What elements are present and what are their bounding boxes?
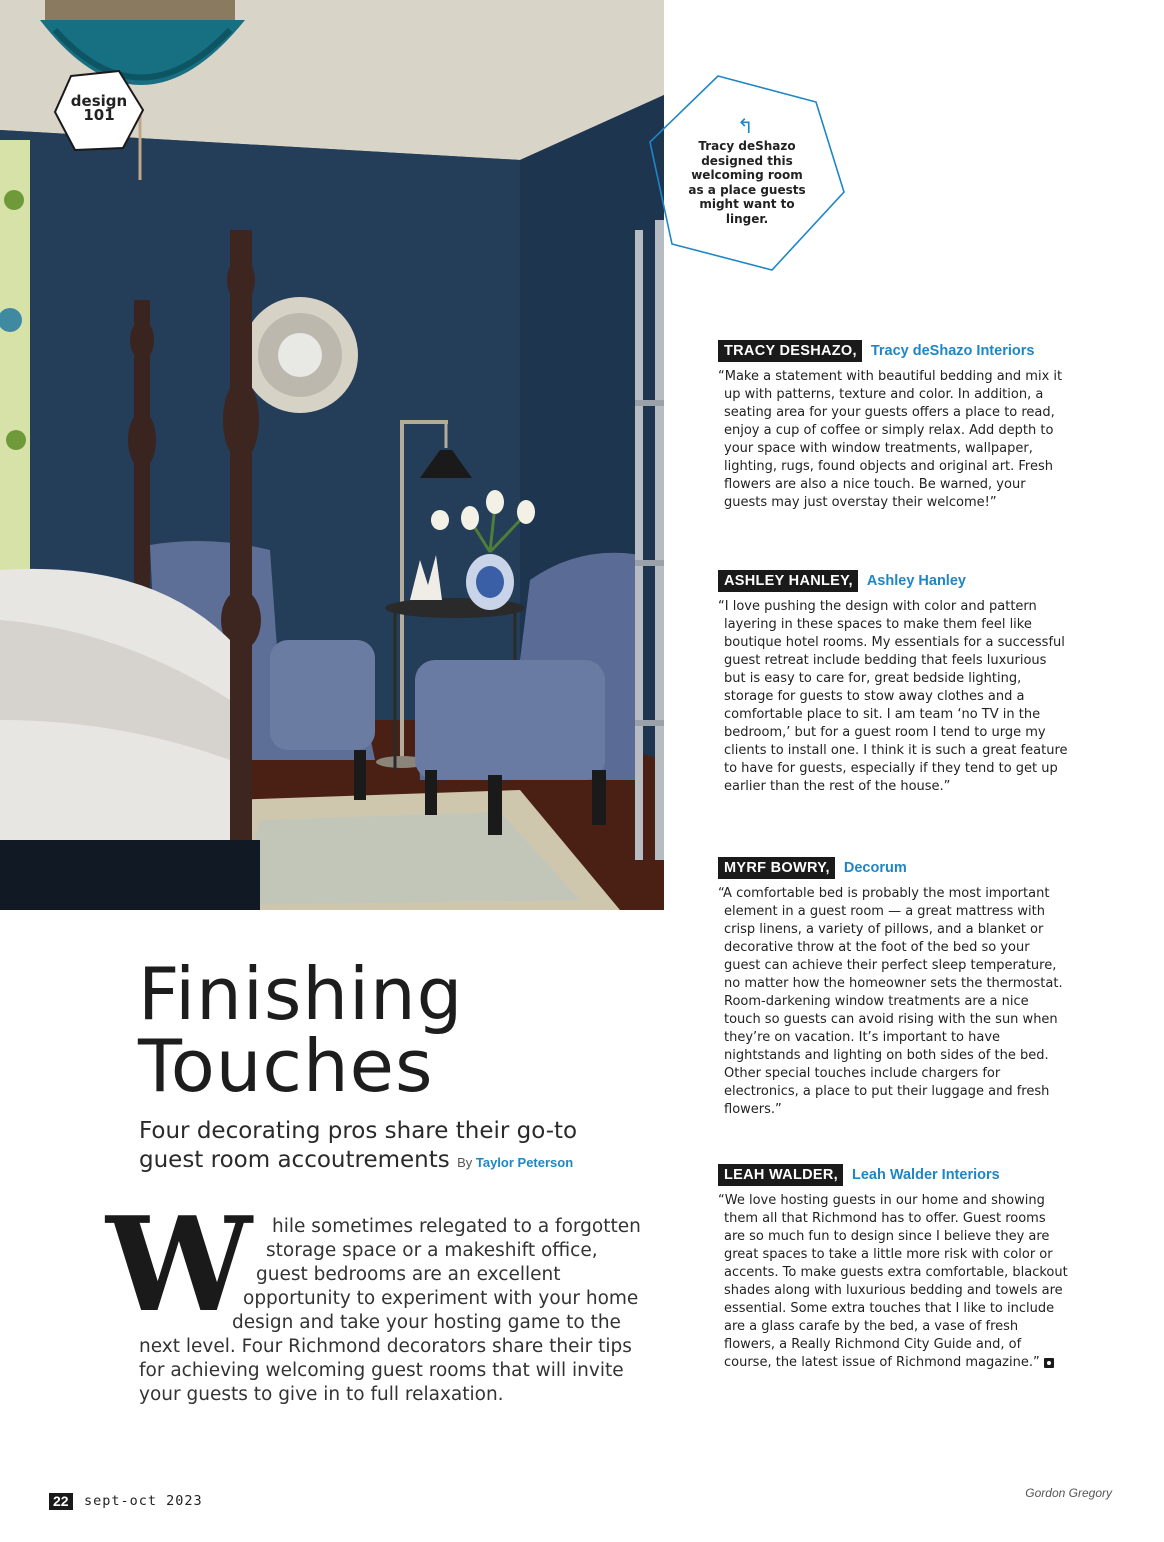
subtitle-line-1: Four decorating pros share their go-to	[139, 1118, 578, 1144]
quote-text	[718, 1192, 1068, 1372]
designer-firm: Decorum	[843, 860, 907, 876]
intro-line-8: your guests to give in to full relaxation.	[139, 1384, 504, 1405]
quote-header	[718, 570, 1068, 592]
photo-credit: Gordon Gregory	[1025, 1486, 1112, 1500]
badge-label	[53, 94, 145, 122]
designer-name: TRACY DESHAZO,	[718, 340, 862, 362]
quote-text: “I love pushing the design with color and pattern layering in these spaces to make them feel like boutique hotel rooms. My essentials for a successful guest retreat include bedding that feels luxurious but is easy to care for, great bedside lighting, storage for guests to stow away clothes and a comfortable place to sit. I am team ‘no TV in the bedroom,’ but for a guest room I tend to urge my clients to install one. I think it is such a great feature to have for guests, especially if they tend to get up earlier than the rest of the house.”	[718, 599, 1068, 794]
designer-firm: Tracy deShazo Interiors	[870, 343, 1035, 359]
quote-text-body: “We love hosting guests in our home and showing them all that Richmond has to offer. Guest rooms are so much fun to design since I believe they are great spaces to take a little more risk with color or accents. To make guests extra comfortable, blackout shades along with luxurious bedding and towels are essential. Some extra touches that I like to include are a glass carafe by the bed, a vase of fresh flowers, a Really Richmond City Guide and, of course, the latest issue of Richmond magazine.”	[718, 1193, 1068, 1370]
designer-firm: Leah Walder Interiors	[851, 1167, 1000, 1183]
badge-line-1: design	[70, 92, 128, 110]
title-line-2: Touches	[138, 1024, 434, 1108]
designer-name: LEAH WALDER,	[718, 1164, 843, 1186]
intro-line-7: for achieving welcoming guest rooms that will invite	[139, 1360, 624, 1381]
intro-line-6: next level. Four Richmond decorators share their tips	[139, 1336, 632, 1357]
page-number: 22	[49, 1493, 73, 1510]
designer-name: ASHLEY HANLEY,	[718, 570, 858, 592]
title-line-1: Finishing	[138, 952, 464, 1036]
intro-line-2: storage space or a makeshift office,	[266, 1240, 598, 1261]
end-mark-icon	[1044, 1358, 1054, 1368]
byline	[457, 1155, 573, 1170]
byline-by: By	[457, 1155, 473, 1170]
intro-line-3: guest bedrooms are an excellent	[256, 1264, 561, 1285]
badge-line-2: 101	[83, 106, 115, 124]
quote-ashley-hanley	[718, 570, 1068, 796]
quote-header	[718, 1164, 1068, 1186]
intro-line-4: opportunity to experiment with your home	[243, 1288, 639, 1309]
article-title	[138, 952, 464, 1108]
designer-name: MYRF BOWRY,	[718, 857, 835, 879]
byline-author: Taylor Peterson	[475, 1155, 574, 1170]
intro-line-1: hile sometimes relegated to a forgotten	[272, 1216, 641, 1237]
quote-text: “Make a statement with beautiful bedding and mix it up with patterns, texture and color. In addition, a seating area for your guests offers a place to read, enjoy a cup of coffee or simply relax. Add depth to your space with window treatments, wallpaper, lighting, rugs, found objects and original art. Fresh flowers are also a nice touch. Be warned, your guests may just overstay their welcome!”	[718, 369, 1063, 510]
issue-date: sept-oct 2023	[84, 1493, 203, 1509]
quote-text: “A comfortable bed is probably the most important element in a guest room — a great mattress with crisp linens, a variety of pillows, and a blanket or decorative throw at the foot of the bed so your guest can achieve their perfect sleep temperature, no matter how the homeowner sets the thermostat. Room-darkening window treatments are a nice touch so guests can avoid rising with the sun when they’re on vacation. It’s important to have nightstands and lighting on both sides of the bed. Other special touches include chargers for electronics, a place to put their luggage and fresh flowers.”	[718, 886, 1063, 1117]
designer-firm: Ashley Hanley	[866, 573, 966, 589]
quote-tracy-deshazo	[718, 340, 1068, 512]
photo-caption: Tracy deShazo designed this welcoming room as a place guests might want to linger.	[688, 139, 806, 226]
quote-leah-walder	[718, 1164, 1068, 1372]
quote-header	[718, 857, 1068, 879]
intro-line-5: design and take your hosting game to the	[232, 1312, 621, 1333]
article-subtitle	[139, 1117, 659, 1177]
caption-arrow-icon: ↰	[737, 114, 754, 138]
subtitle-line-2: guest room accoutrements	[139, 1147, 450, 1173]
drop-cap: W	[106, 1188, 252, 1341]
quote-header	[718, 340, 1068, 362]
quote-myrf-bowry	[718, 857, 1068, 1119]
